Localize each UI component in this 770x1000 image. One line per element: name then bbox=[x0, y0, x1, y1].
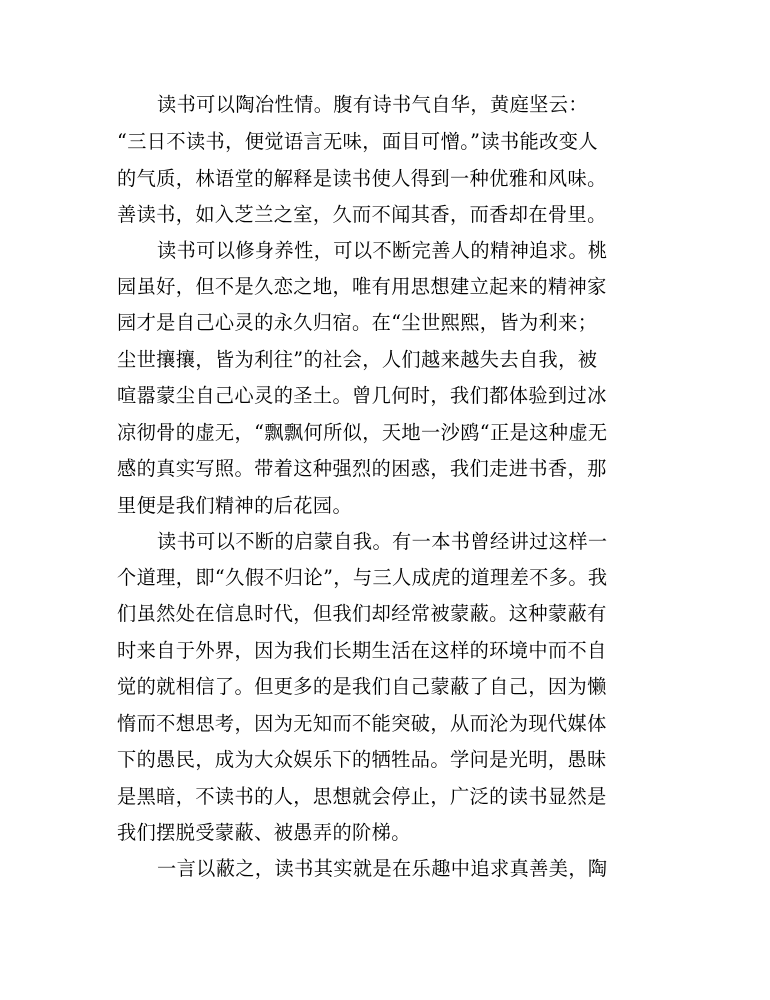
text-line: 一言以蔽之，读书其实就是在乐趣中追求真善美，陶 bbox=[157, 857, 608, 880]
text-line: 我们摆脱受蒙蔽、被愚弄的阶梯。 bbox=[117, 821, 411, 844]
text-line: 惰而不想思考，因为无知而不能突破，从而沦为现代媒体 bbox=[117, 712, 607, 735]
text-line: 善读书，如入芝兰之室，久而不闻其香，而香却在骨里。 bbox=[117, 203, 607, 226]
text-line: 读书可以修身养性，可以不断完善人的精神追求。桃 bbox=[157, 239, 608, 262]
text-line: 感的真实写照。带着这种强烈的困惑，我们走进书香，那 bbox=[117, 457, 607, 480]
text-line: “三日不读书，便觉语言无味，面目可憎。”读书能改变人 bbox=[117, 130, 598, 153]
text-line: 个道理，即“久假不归论”，与三人成虎的道理差不多。我 bbox=[117, 566, 608, 589]
text-line: 尘世攘攘，皆为利往”的社会，人们越来越失去自我，被 bbox=[117, 348, 598, 371]
text-line: 下的愚民，成为大众娱乐下的牺牲品。学问是光明，愚昧 bbox=[117, 748, 607, 771]
text-line: 是黑暗，不读书的人，思想就会停止，广泛的读书显然是 bbox=[117, 785, 607, 808]
text-line: 园虽好，但不是久恋之地，唯有用思想建立起来的精神家 bbox=[117, 275, 607, 298]
text-line: 时来自于外界，因为我们长期生活在这样的环境中而不自 bbox=[117, 639, 607, 662]
text-line: 园才是自己心灵的永久归宿。在“尘世熙熙，皆为利来； bbox=[117, 311, 598, 334]
text-line: 觉的就相信了。但更多的是我们自己蒙蔽了自己，因为懒 bbox=[117, 675, 607, 698]
text-line: 里便是我们精神的后花园。 bbox=[117, 494, 353, 517]
text-line: 读书可以陶冶性情。腹有诗书气自华，黄庭坚云： bbox=[157, 93, 588, 116]
text-line: 们虽然处在信息时代，但我们却经常被蒙蔽。这种蒙蔽有 bbox=[117, 602, 607, 625]
text-line: 读书可以不断的启蒙自我。有一本书曾经讲过这样一 bbox=[157, 530, 608, 553]
text-line: 的气质，林语堂的解释是读书使人得到一种优雅和风味。 bbox=[117, 167, 607, 190]
text-line: 凉彻骨的虚无，“飘飘何所似，天地一沙鸥“正是这种虚无 bbox=[117, 421, 608, 444]
text-line: 喧嚣蒙尘自己心灵的圣土。曾几何时，我们都体验到过冰 bbox=[117, 384, 607, 407]
